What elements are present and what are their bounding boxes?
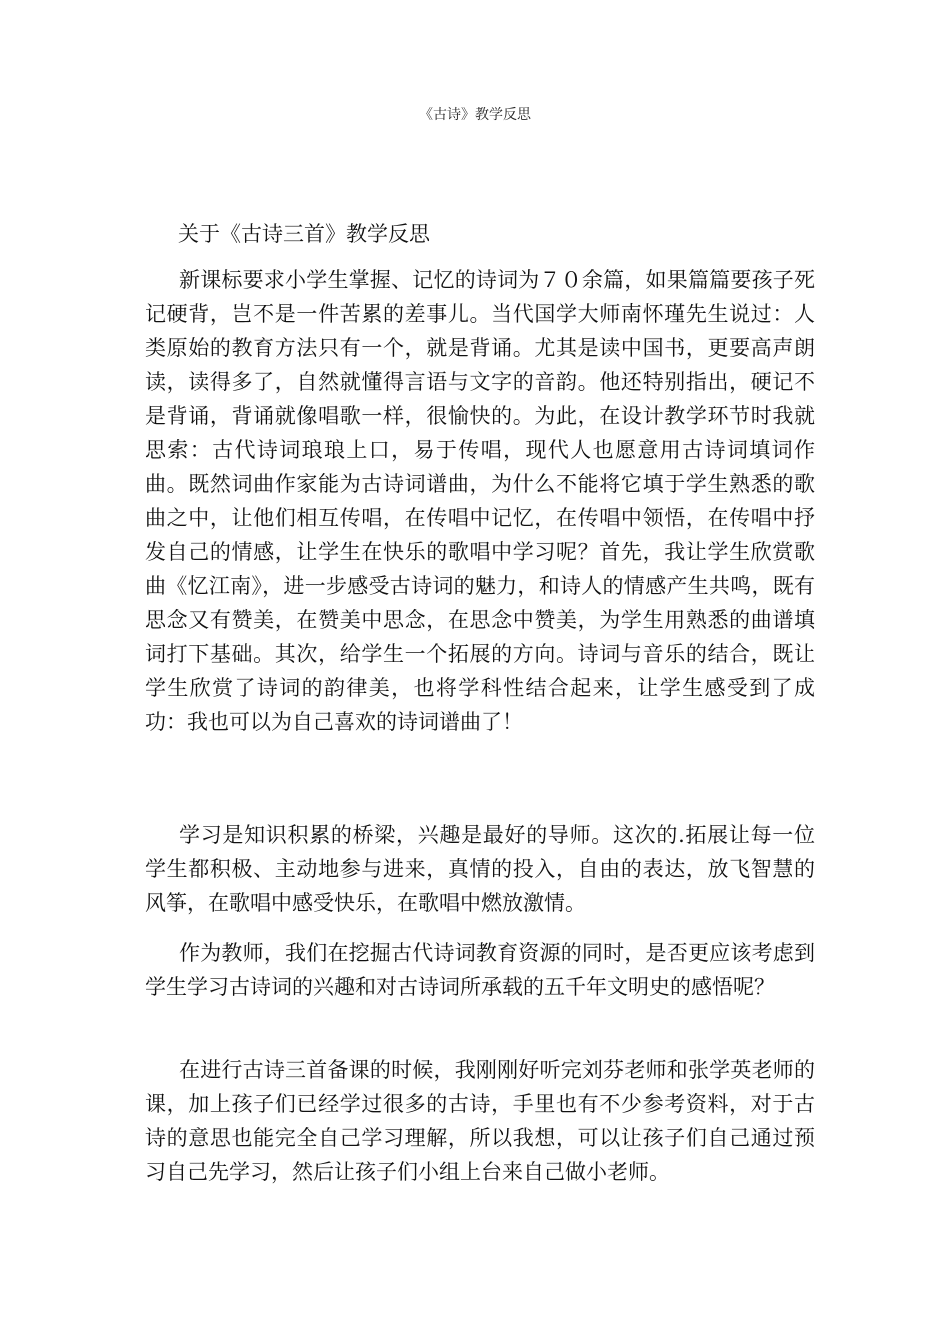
paragraph-2: 学习是知识积累的桥梁，兴趣是最好的导师。这次的.拓展让每一位学生都积极、主动地参与进来，真情的投入，自由的表达，放飞智慧的风筝，在歌唱中感受快乐，在歌唱中燃放激情。 [145,823,815,915]
page-header: 《古诗》教学反思 [419,107,531,123]
paragraph-1: 新课标要求小学生掌握、记忆的诗词为７０余篇，如果篇篇要孩子死记硬背，岂不是一件苦累的差事儿。当代国学大师南怀瑾先生说过：人类原始的教育方法只有一个，就是背诵。尤其是读中国书，更要高声朗读，读得多了，自然就懂得言语与文字的音韵。他还特别指出，硬记不是背诵，背诵就像唱歌一样，很愉快的。为此，在设计教学环节时我就思索：古代诗词琅琅上口，易于传唱，现代人也愿意用古诗词填词作曲。既然词曲作家能为古诗词谱曲，为什么不能将它填于学生熟悉的歌曲之中，让他们相互传唱，在传唱中记忆，在传唱中领悟，在传唱中抒发自己的情感，让学生在快乐的歌唱中学习呢？首先，我让学生欣赏歌曲《忆江南》，进一步感受古诗词的魅力，和诗人的情感产生共鸣，既有思念又有赞美，在赞美中思念，在思念中赞美，为学生用熟悉的曲谱填词打下基础。其次，给学生一个拓展的方向。诗词与音乐的结合，既让学生欣赏了诗词的韵律美，也将学科性结合起来，让学生感受到了成功：我也可以为自己喜欢的诗词谱曲了！ [145,268,815,734]
document-heading: 关于《古诗三首》教学反思 [178,222,430,246]
paragraph-3: 作为教师，我们在挖掘古代诗词教育资源的同时，是否更应该考虑到学生学习古诗词的兴趣和对古诗词所承载的五千年文明史的感悟呢？ [145,941,815,999]
paragraph-4: 在进行古诗三首备课的时候，我刚刚好听完刘芬老师和张学英老师的课，加上孩子们已经学过很多的古诗，手里也有不少参考资料，对于古诗的意思也能完全自己学习理解，所以我想，可以让孩子们自己通过预习自己先学习，然后让孩子们小组上台来自己做小老师。 [145,1058,815,1184]
